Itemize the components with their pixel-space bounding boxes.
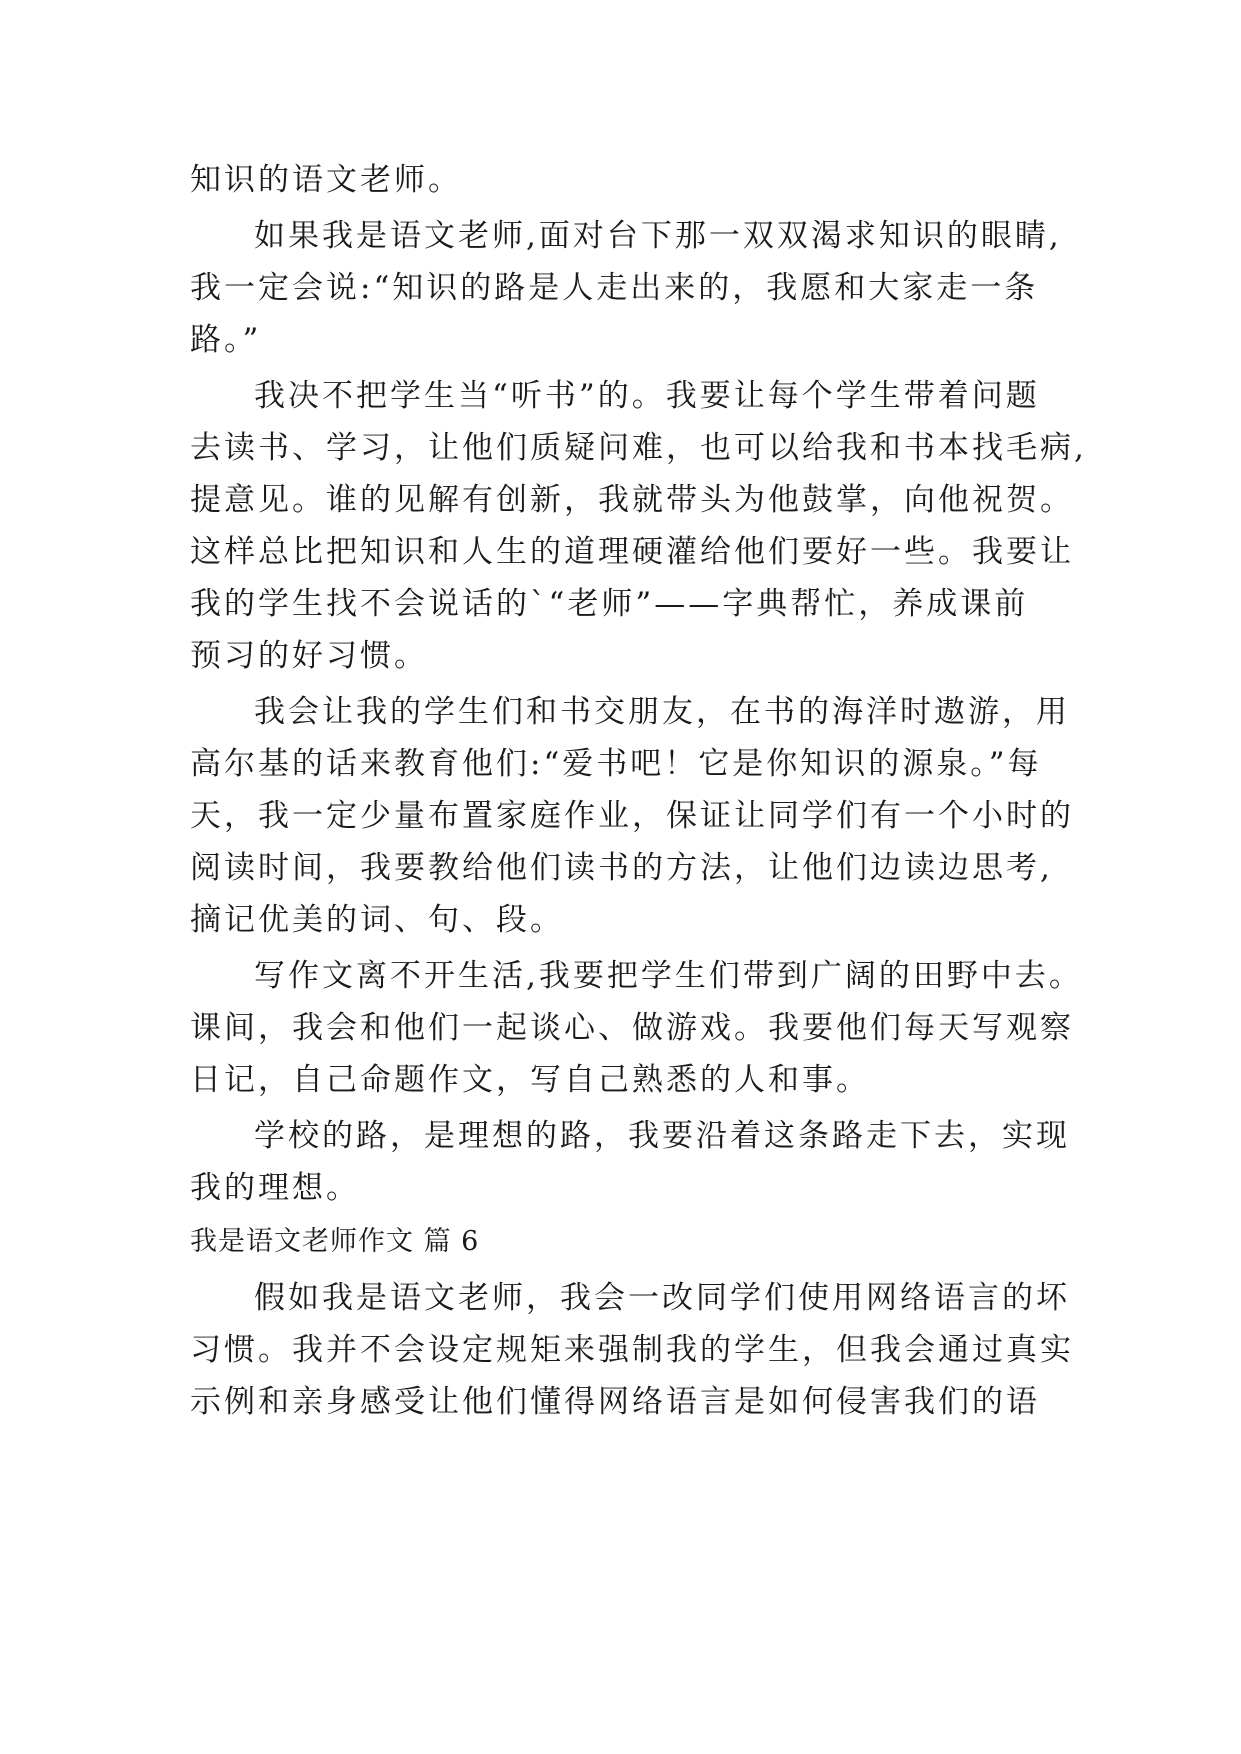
text-line: 课间，我会和他们一起谈心、做游戏。我要他们每天写观察 [190, 1010, 1074, 1046]
text-line: 摘记优美的词、句、段。 [190, 902, 564, 938]
text-line: 这样总比把知识和人生的道理硬灌给他们要好一些。我要让 [190, 534, 1074, 570]
text-line: 我的理想。 [190, 1170, 360, 1206]
text-line: 预习的好习惯。 [190, 638, 428, 674]
text-line: 我一定会说:“知识的路是人走出来的，我愿和大家走一条 [190, 270, 1039, 306]
text-line: 习惯。我并不会设定规矩来强制我的学生，但我会通过真实 [190, 1332, 1074, 1368]
text-line: 天，我一定少量布置家庭作业，保证让同学们有一个小时的 [190, 798, 1074, 834]
text-line: 路。” [190, 322, 262, 358]
text-line: 写作文离不开生活,我要把学生们带到广阔的田野中去。 [254, 958, 1083, 994]
text-line: 示例和亲身感受让他们懂得网络语言是如何侵害我们的语 [190, 1384, 1040, 1420]
text-line: 去读书、学习，让他们质疑问难，也可以给我和书本找毛病, [190, 430, 1087, 466]
text-line: 假如我是语文老师，我会一改同学们使用网络语言的坏 [254, 1280, 1070, 1316]
text-line: 日记，自己命题作文，写自己熟悉的人和事。 [190, 1062, 870, 1098]
text-line: 提意见。谁的见解有创新，我就带头为他鼓掌，向他祝贺。 [190, 482, 1074, 518]
text-line: 我的学生找不会说话的`“老师”——字典帮忙，养成课前 [190, 586, 1029, 622]
text-line: 高尔基的话来教育他们:“爱书吧！它是你知识的源泉。”每 [190, 746, 1042, 782]
section-heading: 我是语文老师作文 篇 6 [190, 1226, 480, 1257]
text-line: 我会让我的学生们和书交朋友，在书的海洋时遨游，用 [254, 694, 1070, 730]
text-line: 知识的语文老师。 [190, 162, 462, 198]
text-line: 如果我是语文老师,面对台下那一双双渴求知识的眼睛, [254, 218, 1062, 254]
text-line: 阅读时间，我要教给他们读书的方法，让他们边读边思考, [190, 850, 1053, 886]
text-line: 学校的路，是理想的路，我要沿着这条路走下去，实现 [254, 1118, 1070, 1154]
text-line: 我决不把学生当“听书”的。我要让每个学生带着问题 [254, 378, 1040, 414]
